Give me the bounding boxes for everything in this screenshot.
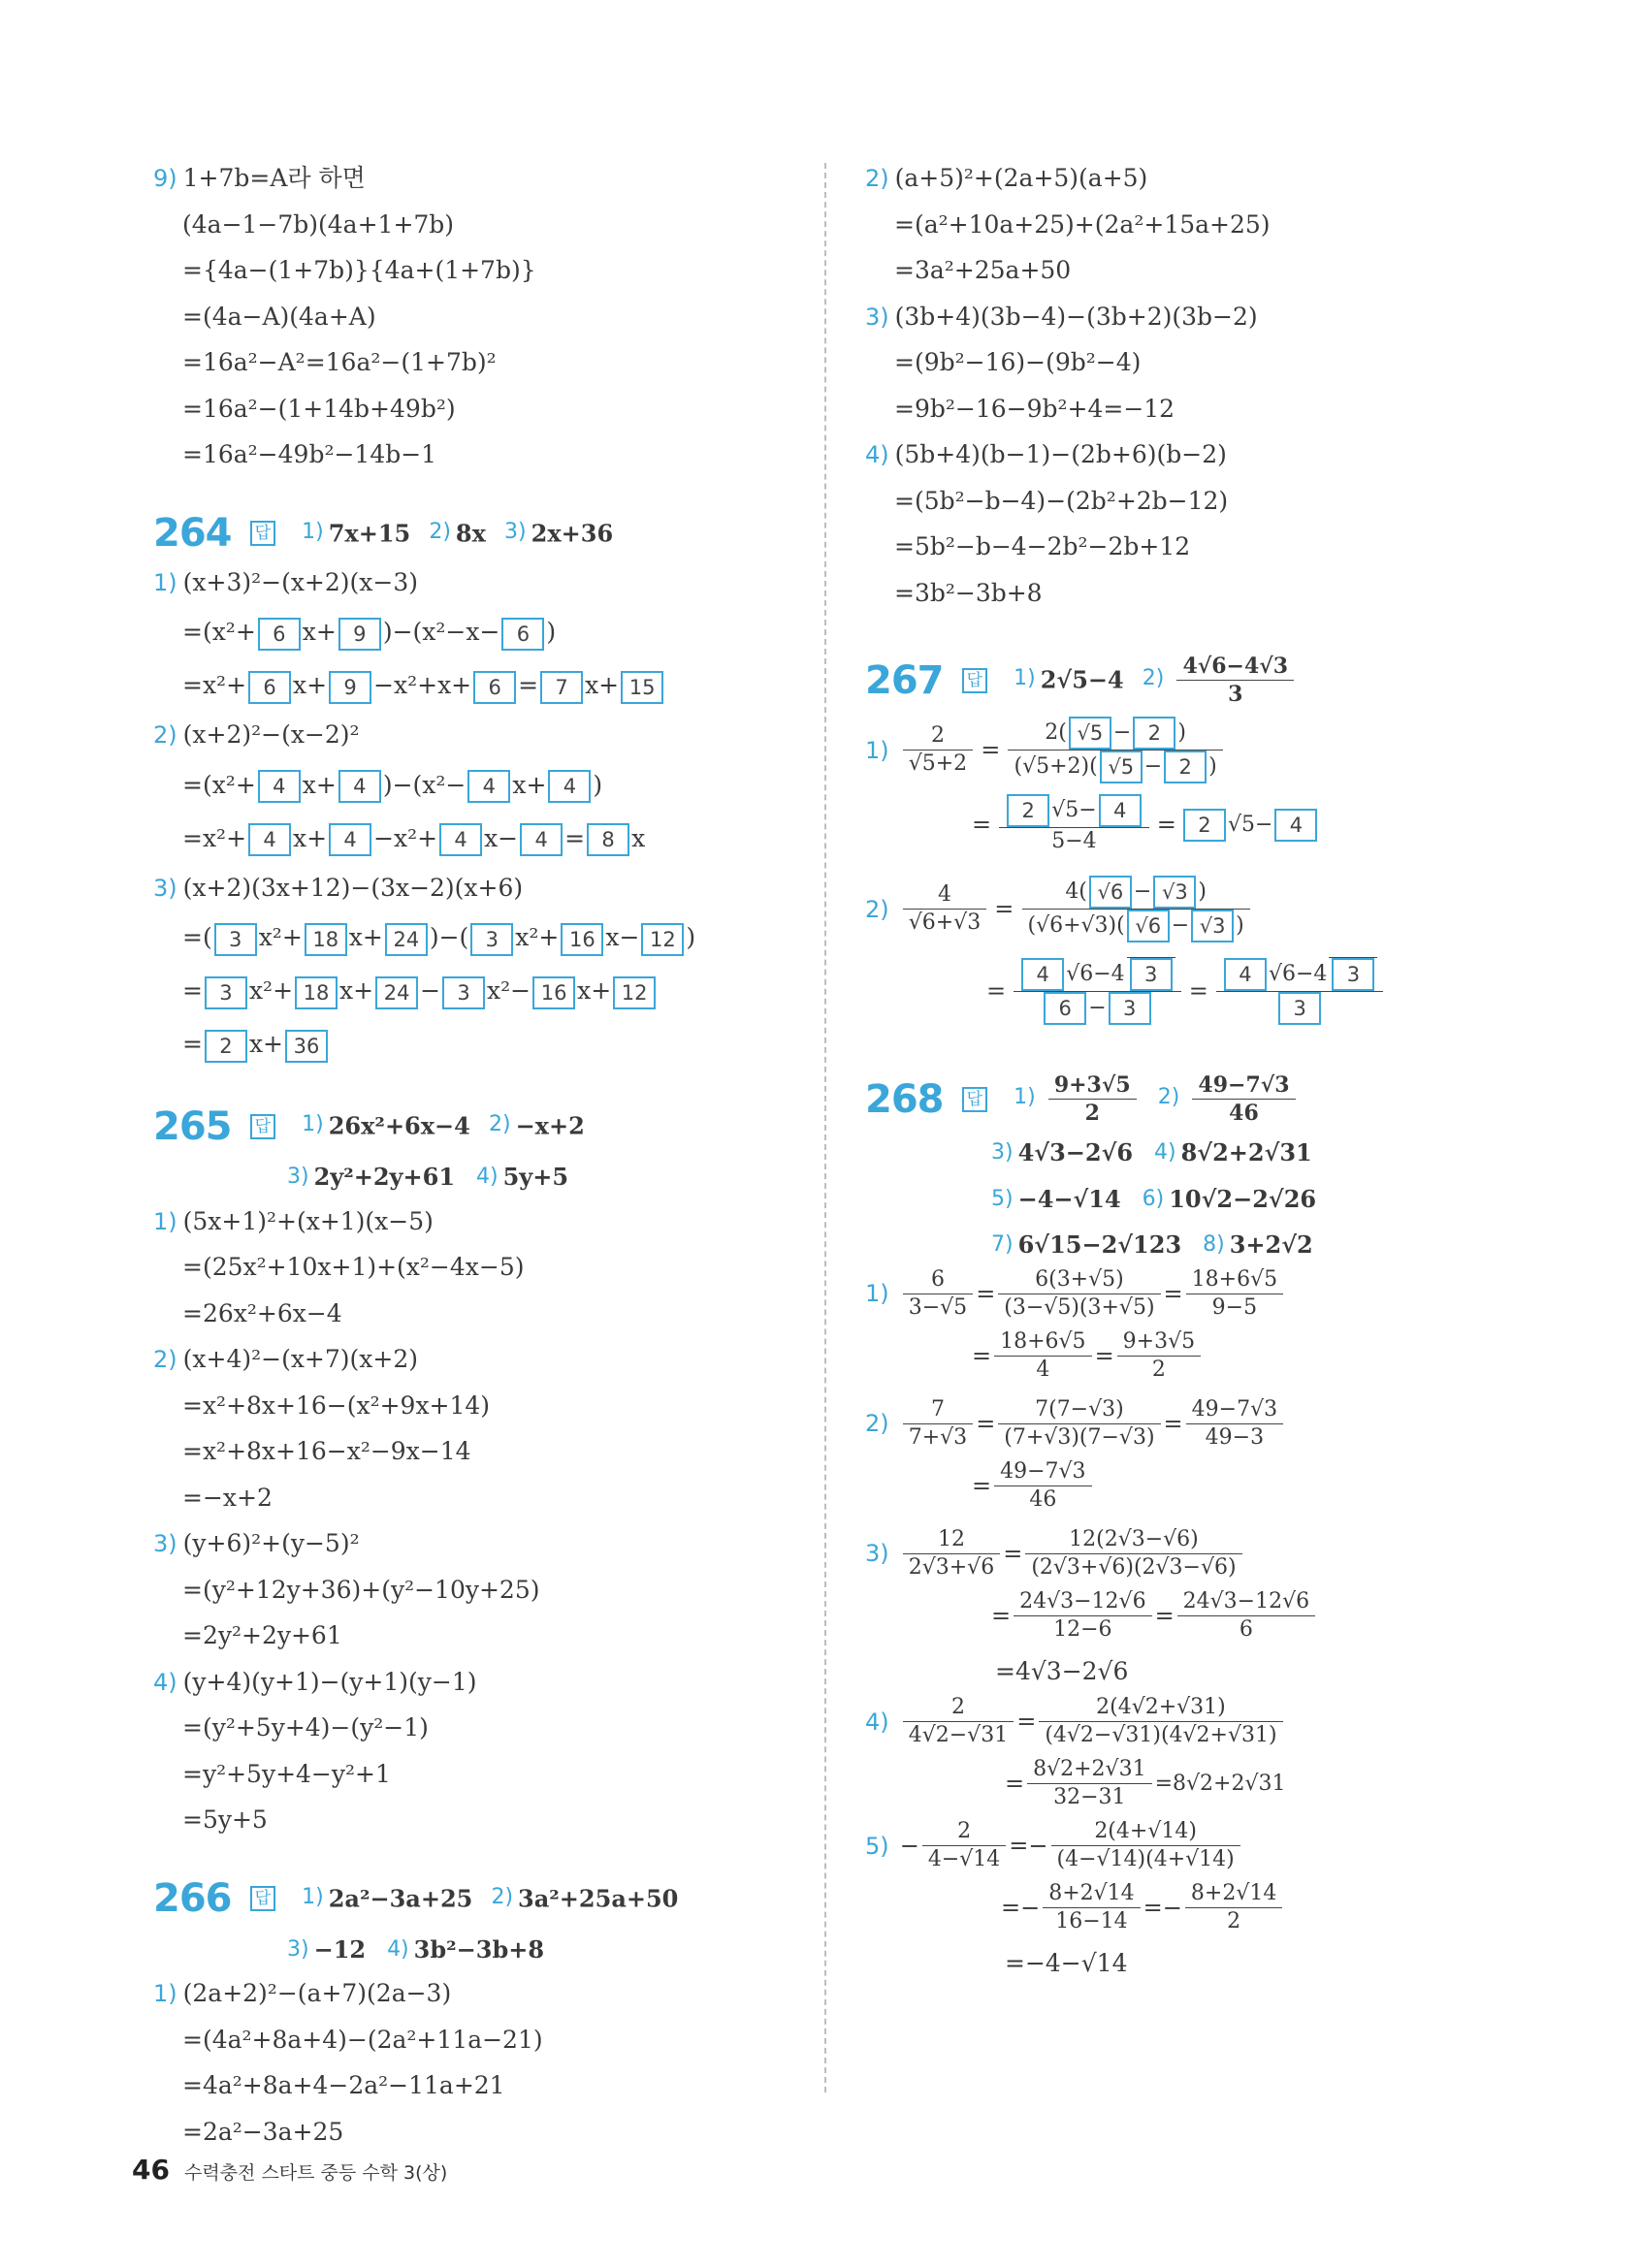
fill-in-line: =( 3 x²+ 18 x+ 24 )−( 3 x²+ 16 x− 12 ) [153,910,813,964]
right-column [865,155,1563,1987]
solution-268-5-row2: =− $\frac{8+2√14}{16-14}$ =− $\frac{8+2√14}{2}$ [865,1880,1563,1940]
answer-box: 4 [548,770,591,803]
answer-label: 4) [475,1165,499,1189]
answer-value: −x+2 [515,1111,585,1140]
problem-label: 3) [153,1530,177,1557]
fraction: $\frac{2( √5 - 2 )}{(√5+2)( √5 - 2 )}$ [1008,717,1222,783]
fill-in-line: = 3 x²+ 18 x+ 24 − 3 x²− 16 x+ 12 [153,964,813,1017]
answer-label: 1) [1014,1085,1036,1109]
problem-label: 3) [865,1540,889,1567]
question-265-header [153,1098,813,1152]
answer-box: 9 [338,618,381,651]
math-line: =26x²+6x−4 [182,1298,342,1327]
answer-fraction: $\frac{4√6-4√3}{3}$ [1176,653,1294,708]
answer-box: 12 [613,976,656,1009]
fill-in-line: =(x²+ 6 x+ 9 )−(x²−x− 6 ) [153,605,813,658]
math-line: =−x+2 [182,1483,273,1512]
answer-box: 36 [285,1030,328,1063]
math-line: =(5b²−b−4)−(2b²+2b−12) [894,486,1229,515]
fill-in-line: = 2 x+ 36 [153,1017,813,1070]
answer-value: 3a²+25a+50 [518,1884,679,1912]
solution-268-3-row1: 3) $\frac{12}{2√3+√6}$ = $\frac{12(2√3-√6)}{(2√3+√6)(2√3-√6)}$ [865,1526,1563,1588]
problem-label: 1) [865,1280,889,1307]
answer-label: 3) [287,1165,309,1189]
fraction: $\frac{8+2√14}{16-14}$ [1043,1880,1140,1935]
fraction: $\frac{6}{3-√5}$ [903,1266,973,1322]
math-line: =2y²+2y+61 [182,1621,342,1649]
math-line: 4) (y+4)(y+1)−(y+1)(y−1) [153,1667,477,1696]
problem-label: 2) [865,1410,889,1437]
math-line: =2a²−3a+25 [182,2117,344,2146]
answer-box: 12 [641,923,684,956]
math-line: 3) (3b+4)(3b−4)−(3b+2)(3b−2) [865,302,1258,331]
answer-label: 1) [302,519,324,544]
solution-268-2-row1: 2) $\frac{7}{7+√3}$ = $\frac{7(7-√3)}{(7+√3)(7-√3)}$ = $\frac{49-7√3}{49-3}$ [865,1396,1563,1458]
answer-box: 2 [1183,809,1226,842]
problem-label: 2) [153,1346,177,1373]
fraction: $\frac{2}{√5+2}$ [903,722,973,778]
answer-badge: 답 [962,1087,987,1112]
answer-box: 16 [561,923,603,956]
answer-box: 15 [621,671,663,704]
answer-box: 18 [295,976,338,1009]
problem-label: 4) [865,441,889,468]
problem-label: 5) [865,1832,889,1860]
problem-label: 2) [865,165,889,192]
problem-label: 2) [865,895,889,923]
problem-label: 3) [153,874,177,902]
math-line: =16a²−49b²−14b−1 [182,440,437,468]
answer-label: 2) [1157,1085,1180,1109]
answer-box: 4 [439,823,482,856]
solution-268-4-row2: = $\frac{8√2+2√31}{32-31}$ =8√2+2√31 [1005,1757,1286,1809]
math-line: =(y²+5y+4)−(y²−1) [182,1713,429,1741]
answer-label: 3) [504,519,527,544]
math-line: =3a²+25a+50 [894,256,1072,284]
fraction: $\frac{4}{√6+√3}$ [903,881,986,937]
problem-label: 4) [865,1708,889,1736]
fraction: $\frac{18+6√5}{4}$ [994,1328,1091,1384]
answer-box: 24 [375,976,418,1009]
answer-box: 9 [329,671,371,704]
answer-box: 4 [248,823,291,856]
answer-box: 4 [1224,958,1267,991]
answer-value: 3+2√2 [1229,1230,1313,1259]
answer-value: 2x+36 [531,519,614,547]
answer-box: 6 [473,671,516,704]
answer-box: √6 [1127,910,1170,942]
answer-label: 2) [488,1112,511,1136]
solution-268-1-row2: = $\frac{18+6√5}{4}$ = $\frac{9+3√5}{2}$ [865,1328,1563,1396]
solution-267-1-row1: 1) $\frac{2}{√5+2}$ = $\frac{2( √5 - 2 )}{(√5+2)( √5 - 2 )}$ [865,717,1563,784]
math-line: =(4a²+8a+4)−(2a²+11a−21) [182,2025,543,2054]
math-line: (4a−1−7b)(4a+1+7b) [182,209,455,239]
answer-value: 8√2+2√31 [1180,1137,1312,1166]
book-title: 수력충전 스타트 중등 수학 3(상) [184,2162,448,2184]
answers-row: 3) 4√3−2√6 4) 8√2+2√31 [991,1137,1312,1166]
answer-badge: 답 [250,1114,275,1139]
question-267-header [865,649,1563,709]
answer-box: 4 [1099,794,1142,827]
answers-continued [153,1152,813,1198]
answer-badge: 답 [250,1886,275,1911]
fraction: $\frac{12}{2√3+√6}$ [903,1526,1000,1581]
problem-label: 1) [865,736,889,764]
answer-value: −4−√14 [1017,1184,1121,1213]
math-line: =9b²−16−9b²+4=−12 [894,394,1175,423]
fraction: $\frac{2(4+√14)}{(4-√14)(4+√14)}$ [1051,1818,1240,1873]
answer-box: 3 [442,976,485,1009]
answer-box: 3 [1130,958,1173,991]
answer-label: 3) [287,1936,309,1962]
answer-box: √3 [1191,910,1234,942]
fraction: $\frac{4( √6 - √3 )}{(√6+√3)( √6 - √3 )}$ [1022,876,1250,942]
fraction: $\frac{49-7√3}{46}$ [994,1458,1091,1514]
answer-box: 6 [248,671,291,704]
answer-box: 4 [338,770,381,803]
answer-label: 4) [387,1936,409,1962]
fraction: $\frac{8+2√14}{2}$ [1185,1880,1282,1935]
answer-box: 2 [205,1030,247,1063]
answer-label: 2) [429,519,451,544]
column-divider [824,163,826,2092]
math-line: =4a²+8a+4−2a²−11a+21 [182,2071,505,2099]
answer-box: 3 [1278,992,1321,1025]
answer-box: 4 [1274,809,1317,842]
math-line: =y²+5y+4−y²+1 [182,1759,391,1788]
solution-264-2-head [153,712,813,758]
answer-box: 6 [258,618,301,651]
problem-label: 9) [153,165,177,192]
answer-box: √3 [1153,876,1196,909]
problem-9-line [153,155,813,202]
fraction: $\frac{9+3√5}{2}$ [1117,1328,1201,1384]
fraction: $\frac{24√3-12√6}{6}$ [1177,1588,1315,1644]
answer-label: 2) [1142,666,1165,690]
math-line: (x+2)²−(x−2)² [182,720,360,749]
fraction: $\frac{7(7-√3)}{(7+√3)(7-√3)}$ [998,1396,1160,1452]
math-line: 1+7b=A라 하면 [182,164,366,192]
math-line: 3) (y+6)²+(y−5)² [153,1529,360,1557]
answer-box: 8 [587,823,629,856]
answer-value: 3b²−3b+8 [413,1934,545,1964]
solution-268-5-row1: 5) − $\frac{2}{4-√14}$ =− $\frac{2(4+√14)}{(4-√14)(4+√14)}$ [865,1818,1563,1880]
answer-box: √6 [1089,876,1132,909]
fraction: $\frac{2(4√2+√31)}{(4√2-√31)(4√2+√31)}$ [1039,1694,1282,1749]
fill-in-line: =(x²+ 4 x+ 4 )−(x²− 4 x+ 4 ) [153,758,813,812]
answer-badge: 답 [250,521,275,546]
question-number: 265 [153,1103,232,1149]
answer-box: 18 [305,923,347,956]
question-266-header [153,1870,813,1925]
math-line: 4) (5b+4)(b−1)−(2b+6)(b−2) [865,440,1227,468]
answer-box: 3 [1109,992,1151,1025]
answer-box: 2 [1007,794,1049,827]
answer-box: 4 [1021,958,1064,991]
answer-box: 4 [467,770,510,803]
problem-label: 1) [153,568,177,596]
answer-box: 4 [520,823,563,856]
fraction: $\frac{7}{7+√3}$ [903,1396,973,1452]
solution-268-3-row2: = $\frac{24√3-12√6}{12-6}$ = $\frac{24√3-12√6}{6}$ [865,1588,1563,1648]
answer-box: 6 [501,618,544,651]
math-line: =5y+5 [182,1805,268,1834]
math-line: 2) (x+4)²−(x+7)(x+2) [153,1345,418,1373]
answer-box: 2 [1133,717,1175,750]
answer-value: 4√3−2√6 [1017,1137,1134,1166]
math-line: =4√3−2√6 [995,1656,1129,1685]
question-number: 264 [153,511,232,556]
answer-box: 6 [1044,992,1086,1025]
math-line: =x²+8x+16−x²−9x−14 [182,1437,471,1465]
answer-box: 4 [329,823,371,856]
fill-in-line: =x²+ 6 x+ 9 −x²+x+ 6 = 7 x+ 15 [153,658,813,712]
answer-box: √5 [1100,751,1143,783]
answer-fraction: $\frac{49-7√3}{46}$ [1192,1071,1295,1127]
solution-267-1-row2: = $\frac{2 √5- 4}{5-4}$ = 2 √5− 4 [865,794,1563,862]
math-line: =16a²−A²=16a²−(1+7b)² [182,348,497,376]
answer-value: 10√2−2√26 [1169,1184,1317,1213]
solution-268-4-row1: 4) $\frac{2}{4√2-√31}$ = $\frac{2(4√2+√31)}{(4√2-√31)(4√2+√31)}$ [865,1694,1563,1756]
math-line: (x+3)²−(x+2)(x−3) [182,567,418,596]
math-line: =(a²+10a+25)+(2a²+15a+25) [894,209,1271,239]
answer-label: 2) [491,1884,514,1909]
fraction: $\frac{24√3-12√6}{12-6}$ [1014,1588,1151,1644]
math-line: =x²+8x+16−(x²+9x+14) [182,1390,491,1420]
answer-value: −12 [313,1934,367,1964]
fraction: $\frac{8√2+2√31}{32-31}$ [1027,1756,1151,1811]
math-line: 1) (5x+1)²+(x+1)(x−5) [153,1206,434,1235]
math-line: =16a²−(1+14b+49b²) [182,394,456,423]
solution-267-2-row1: 2) $\frac{4}{√6+√3}$ = $\frac{4( √6 - √3 )}{(√6+√3)( √6 - √3 )}$ [865,876,1563,949]
question-number: 268 [865,1076,944,1122]
math-line: =5b²−b−4−2b²−2b+12 [894,532,1191,560]
answer-label: 1) [302,1884,324,1909]
math-line: 2) (a+5)²+(2a+5)(a+5) [865,164,1148,192]
math-line: 1) (2a+2)²−(a+7)(2a−3) [153,1979,452,2007]
answer-box: 3 [205,976,247,1009]
answers-row: 7) 6√15−2√123 8) 3+2√2 [991,1230,1313,1259]
answers-continued [153,1925,813,1971]
problem-label: 2) [153,721,177,749]
solution-268-1-row1: 1) $\frac{6}{3-√5}$ = $\frac{6(3+√5)}{(3-√5)(3+√5)}$ = $\frac{18+6√5}{9-5}$ [865,1266,1563,1328]
math-line: (x+2)(3x+12)−(3x−2)(x+6) [182,873,524,902]
fraction: $\frac{2 √5- 4}{5-4}$ [999,794,1148,855]
problem-label: 1) [153,1207,177,1235]
solution-268-2-row2: = $\frac{49-7√3}{46}$ [865,1458,1563,1526]
fraction: $\frac{18+6√5}{9-5}$ [1186,1266,1283,1322]
answer-value: 6√15−2√123 [1017,1230,1182,1259]
math-line: =(9b²−16)−(9b²−4) [894,348,1142,376]
math-line: =3b²−3b+8 [894,578,1043,607]
answer-box: 24 [385,923,428,956]
math-line: =−4−√14 [1005,1949,1128,1977]
fraction: $\frac{4 √6-4 3}{6 - 3}$ [1014,957,1180,1025]
math-result: =8√2+2√31 [1154,1772,1286,1796]
answer-value: 2y²+2y+61 [313,1162,456,1191]
fraction: $\frac{2}{4-√14}$ [922,1818,1006,1873]
fraction: $\frac{4 √6-4 3}{3}$ [1216,957,1383,1025]
problem-label: 1) [153,1980,177,2007]
math-line: =(4a−A)(4a+A) [182,302,376,331]
fraction: $\frac{12(2√3-√6)}{(2√3+√6)(2√3-√6)}$ [1025,1526,1241,1581]
answer-box: 3 [470,923,513,956]
answer-badge: 답 [962,668,987,693]
problem-label: 4) [153,1668,177,1696]
problem-label: 3) [865,303,889,331]
answer-box: 3 [214,923,257,956]
math-line: ={4a−(1+7b)}{4a+(1+7b)} [182,256,536,284]
answer-box: 7 [540,671,583,704]
question-number: 266 [153,1876,232,1921]
answer-value: 26x²+6x−4 [328,1111,470,1140]
fraction: $\frac{6(3+√5)}{(3-√5)(3+√5)}$ [998,1266,1160,1322]
fill-in-line: =x²+ 4 x+ 4 −x²+ 4 x− 4 = 8 x [153,812,813,865]
fraction: $\frac{49-7√3}{49-3}$ [1186,1396,1283,1452]
answer-fraction: $\frac{9+3√5}{2}$ [1048,1071,1137,1127]
answer-box: √5 [1069,717,1111,750]
answer-label: 1) [1014,666,1036,690]
answer-label: 1) [302,1112,324,1136]
solution-264-3-head [153,865,813,911]
fraction: $\frac{2}{4√2-√31}$ [903,1694,1014,1749]
question-268-header [865,1068,1563,1128]
question-number: 267 [865,657,944,703]
answer-value: 2a²−3a+25 [328,1884,473,1912]
page-number: 46 [132,2154,170,2186]
solution-267-2-row2: = $\frac{4 √6-4 3}{6 - 3}$ = $\frac{4 √6-4 3}{3}$ [865,957,1563,1035]
answers-row: 5) −4−√14 6) 10√2−2√26 [991,1184,1317,1213]
question-264-header [153,505,813,559]
answer-box: 4 [258,770,301,803]
answer-value: 5y+5 [502,1162,569,1191]
answer-box: 2 [1164,751,1207,783]
answer-box: 3 [1332,958,1374,991]
answer-value: 7x+15 [328,519,411,547]
left-column [153,155,813,2155]
solution-264-1-head [153,559,813,606]
answer-value: 2√5−4 [1040,665,1124,694]
answer-value: 8x [455,519,486,547]
answer-box: 16 [532,976,575,1009]
math-line: =(y²+12y+36)+(y²−10y+25) [182,1575,540,1604]
math-line: =(25x²+10x+1)+(x²−4x−5) [182,1253,525,1281]
